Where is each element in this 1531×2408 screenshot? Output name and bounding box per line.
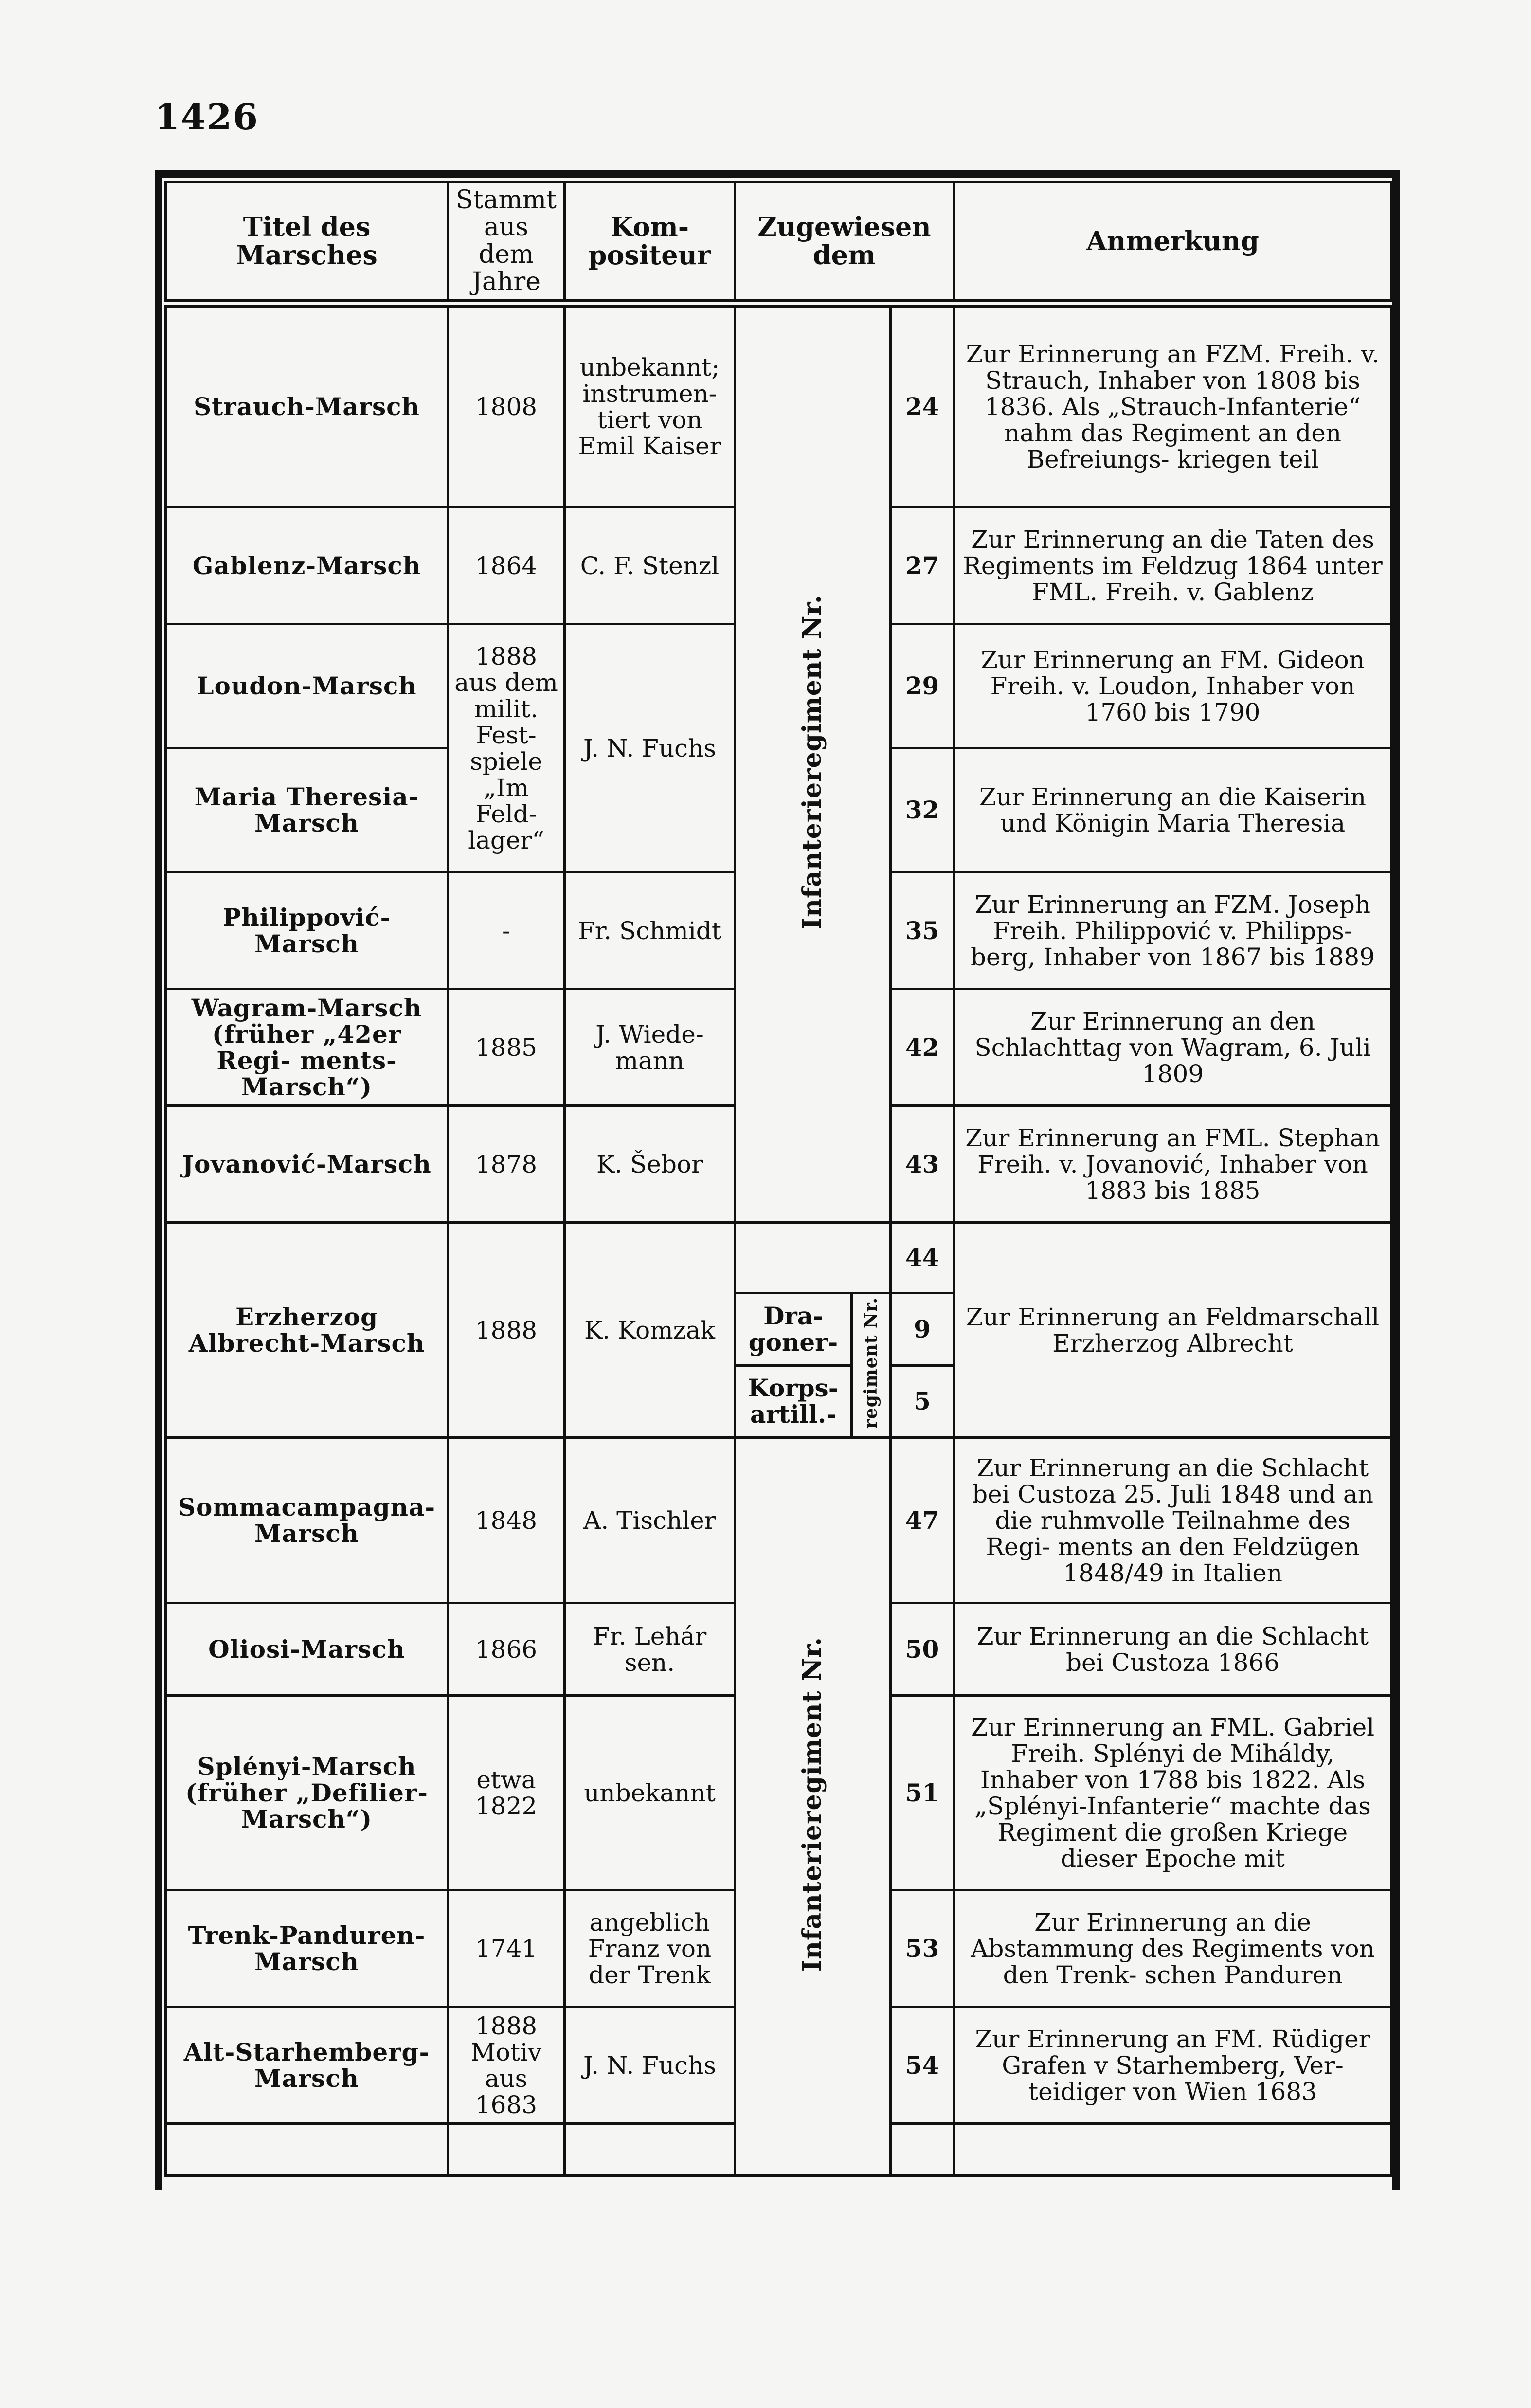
marches-table: [164, 181, 1393, 2177]
header-title: Titel des Marsches: [166, 182, 448, 303]
header-composer: Kom- positeur: [565, 182, 735, 303]
header-remark: Anmerkung: [954, 182, 1392, 303]
march-title: Loudon-Marsch: [166, 624, 448, 748]
march-composer: J. N. Fuchs: [565, 2007, 735, 2124]
regiment-number: 35: [891, 872, 954, 989]
blank-cell: [166, 2124, 448, 2176]
blank-cell: [565, 2124, 735, 2176]
march-remark: Zur Erinnerung an die Abstammung des Regiments von den Trenk- schen Panduren: [954, 1890, 1392, 2007]
artillery-regiment-number: 5: [891, 1365, 954, 1438]
artillery-label: Korps- artill.-: [735, 1365, 852, 1438]
march-remark: Zur Erinnerung an FZM. Freih. v. Strauch, Inhaber von 1808 bis 1836. Als „Strauch-Infanterie“ nahm das Regiment an den Befreiungs- kriegen teil: [954, 303, 1392, 507]
blank-cell: [954, 2124, 1392, 2176]
regiment-number: 32: [891, 748, 954, 872]
march-remark: Zur Erinnerung an die Schlacht bei Custoza 1866: [954, 1603, 1392, 1696]
regiment-number: 50: [891, 1603, 954, 1696]
march-year: 1808: [448, 303, 565, 507]
regiment-number: 51: [891, 1696, 954, 1890]
march-year: 1741: [448, 1890, 565, 2007]
march-title: Trenk-Panduren-Marsch: [166, 1890, 448, 2007]
march-year: 1888: [448, 1223, 565, 1438]
march-title: Wagram-Marsch (früher „42er Regi- ments-Marsch“): [166, 989, 448, 1106]
march-title: Alt-Starhemberg-Marsch: [166, 2007, 448, 2124]
march-year: 1848: [448, 1438, 565, 1603]
dragoon-label: Dra- goner-: [735, 1293, 852, 1366]
march-composer: Fr. Schmidt: [565, 872, 735, 989]
march-title: Splényi-Marsch (früher „Defilier-Marsch“): [166, 1696, 448, 1890]
infantry-group-label-2: [735, 1438, 891, 2176]
header-year: Stammt aus dem Jahre: [448, 182, 565, 303]
header-assigned: Zugewiesen dem: [735, 182, 954, 303]
march-composer: unbekannt: [565, 1696, 735, 1890]
regiment-number: 27: [891, 507, 954, 624]
regiment-nr-label: [852, 1293, 891, 1438]
table-row: [166, 1438, 1392, 1603]
table-row: [166, 1223, 1392, 1293]
march-composer: C. F. Stenzl: [565, 507, 735, 624]
table-row: [166, 303, 1392, 507]
infantry-label-text: Infanterieregiment Nr.: [797, 1637, 828, 1972]
march-year: 1885: [448, 989, 565, 1106]
infantry-group-label-1: [735, 303, 891, 1223]
march-composer: K. Komzak: [565, 1223, 735, 1438]
march-title: Gablenz-Marsch: [166, 507, 448, 624]
regiment-number: 42: [891, 989, 954, 1106]
march-year: 1878: [448, 1106, 565, 1223]
march-remark: Zur Erinnerung an die Schlacht bei Custoza 25. Juli 1848 und an die ruhmvolle Teilnahme des Regi- ments an den Feldzügen 1848/49 in Italien: [954, 1438, 1392, 1603]
march-remark: Zur Erinnerung an FZM. Joseph Freih. Philippović v. Philipps- berg, Inhaber von 1867 bis 1889: [954, 872, 1392, 989]
page-number: 1426: [155, 96, 259, 138]
regiment-number: 47: [891, 1438, 954, 1603]
regiment-number: 53: [891, 1890, 954, 2007]
march-composer: A. Tischler: [565, 1438, 735, 1603]
march-remark: Zur Erinnerung an FML. Stephan Freih. v. Jovanović, Inhaber von 1883 bis 1885: [954, 1106, 1392, 1223]
march-title: Oliosi-Marsch: [166, 1603, 448, 1696]
regiment-number: 43: [891, 1106, 954, 1223]
blank-cell: [891, 2124, 954, 2176]
march-remark: Zur Erinnerung an FM. Gideon Freih. v. Loudon, Inhaber von 1760 bis 1790: [954, 624, 1392, 748]
march-remark: Zur Erinnerung an die Taten des Regiments im Feldzug 1864 unter FML. Freih. v. Gablenz: [954, 507, 1392, 624]
march-title: Maria Theresia-Marsch: [166, 748, 448, 872]
march-remark: Zur Erinnerung an Feldmarschall Erzherzog Albrecht: [954, 1223, 1392, 1438]
march-remark: Zur Erinnerung an FML. Gabriel Freih. Splényi de Miháldy, Inhaber von 1788 bis 1822. Als „Splényi-Infanterie“ machte das Regiment die großen Kriege dieser Epoche mit: [954, 1696, 1392, 1890]
march-year: etwa 1822: [448, 1696, 565, 1890]
march-year: 1888 aus dem milit. Fest- spiele „Im Feld- lager“: [448, 624, 565, 872]
march-title: Strauch-Marsch: [166, 303, 448, 507]
infantry-group-continuation: [735, 1223, 891, 1293]
march-composer: J. Wiede- mann: [565, 989, 735, 1106]
march-composer: angeblich Franz von der Trenk: [565, 1890, 735, 2007]
march-title: Philippović-Marsch: [166, 872, 448, 989]
march-year: 1866: [448, 1603, 565, 1696]
regiment-number: 44: [891, 1223, 954, 1293]
regiment-nr-text: regiment Nr.: [861, 1297, 882, 1429]
header-row: [166, 182, 1392, 303]
march-composer: K. Šebor: [565, 1106, 735, 1223]
march-composer: unbekannt; instrumen- tiert von Emil Kaiser: [565, 303, 735, 507]
march-composer: Fr. Lehár sen.: [565, 1603, 735, 1696]
march-year: -: [448, 872, 565, 989]
march-title: Sommacampagna-Marsch: [166, 1438, 448, 1603]
march-title: Jovanović-Marsch: [166, 1106, 448, 1223]
march-year: 1888 Motiv aus 1683: [448, 2007, 565, 2124]
blank-cell: [448, 2124, 565, 2176]
march-year: 1864: [448, 507, 565, 624]
march-remark: Zur Erinnerung an den Schlachttag von Wagram, 6. Juli 1809: [954, 989, 1392, 1106]
march-remark: Zur Erinnerung an FM. Rüdiger Grafen v Starhemberg, Ver- teidiger von Wien 1683: [954, 2007, 1392, 2124]
march-remark: Zur Erinnerung an die Kaiserin und Königin Maria Theresia: [954, 748, 1392, 872]
dragoon-regiment-number: 9: [891, 1293, 954, 1366]
march-title: Erzherzog Albrecht-Marsch: [166, 1223, 448, 1438]
regiment-number: 54: [891, 2007, 954, 2124]
march-composer: J. N. Fuchs: [565, 624, 735, 872]
regiment-number: 24: [891, 303, 954, 507]
regiment-number: 29: [891, 624, 954, 748]
infantry-label-text: Infanterieregiment Nr.: [797, 594, 828, 929]
